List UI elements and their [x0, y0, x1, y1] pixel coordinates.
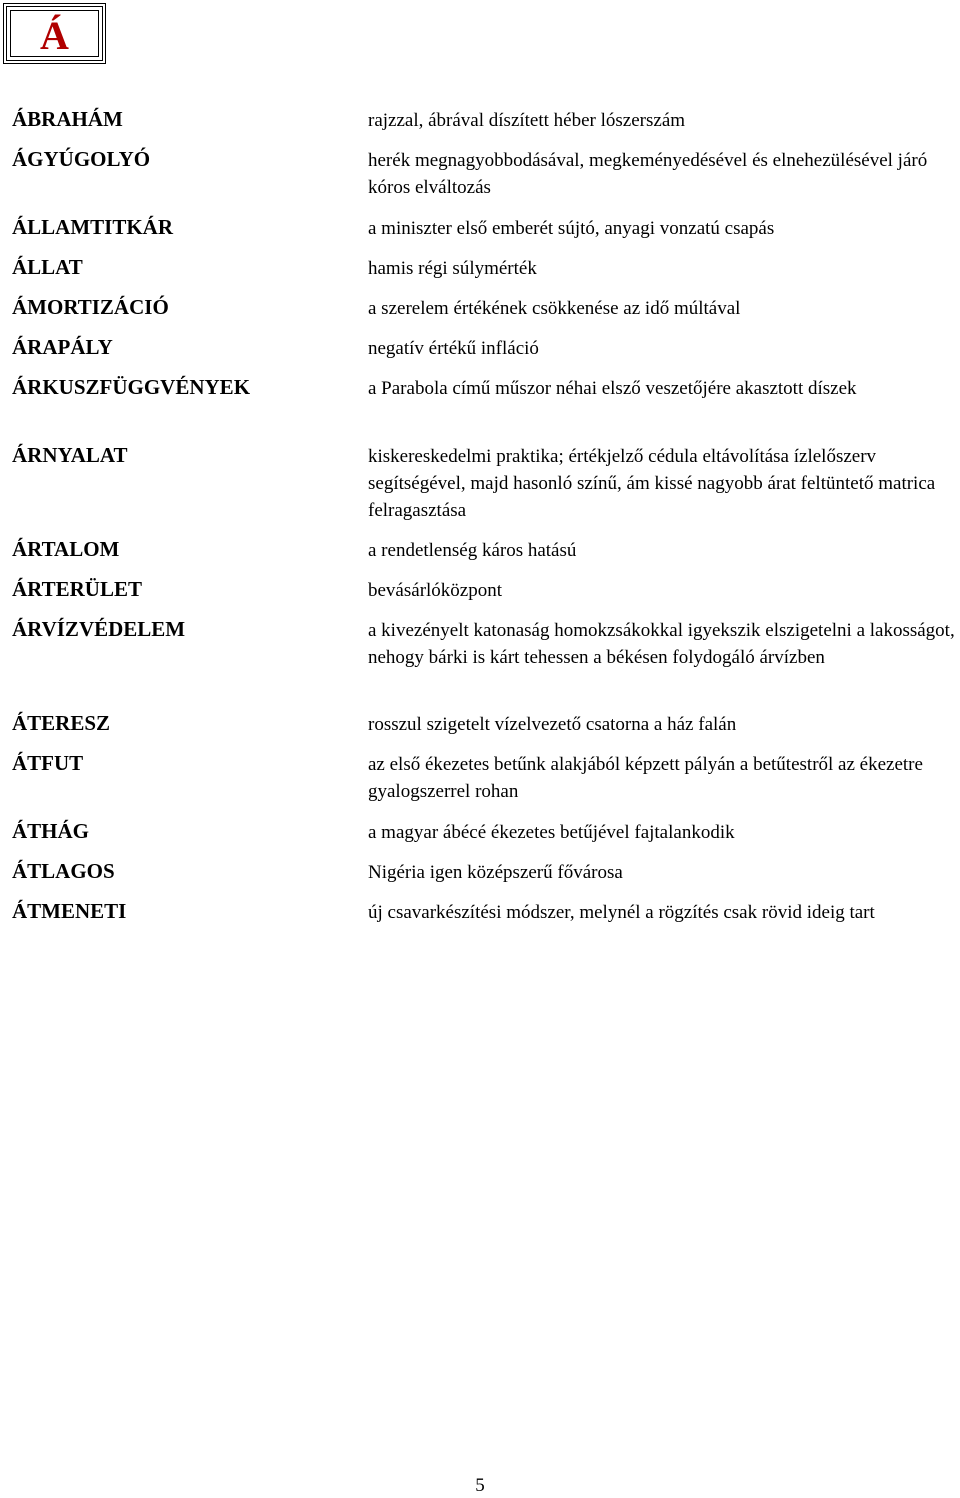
- section-letter: Á: [40, 12, 69, 58]
- entry-definition: kiskereskedelmi praktika; értékjelző cédula eltávolítása ízlelőszerv segítségével, majd hasonló színű, ám kissé nagyobb árat feltüntető matrica felragasztása: [368, 446, 936, 521]
- entry-definition: a szerelem értékének csökkenése az idő múltával: [368, 298, 741, 319]
- entry-term: ÁGYÚGOLYÓ: [12, 147, 151, 171]
- entry-term: ÁTHÁG: [12, 819, 90, 843]
- entry-term: ÁMORTIZÁCIÓ: [12, 295, 169, 319]
- entry-term: ÁRKUSZFÜGGVÉNYEK: [12, 375, 251, 399]
- page-number: 5: [475, 1475, 485, 1496]
- entry-definition: az első ékezetes betűnk alakjából képzett pályán a betűtestről az ékezetre gyalogszerrel rohan: [368, 754, 923, 802]
- entry-definition: hamis régi súlymérték: [368, 258, 537, 279]
- entry-definition: bevásárlóközpont: [368, 580, 503, 601]
- entry-term: ÁRAPÁLY: [12, 335, 113, 359]
- entry-term: ÁBRAHÁM: [12, 107, 123, 131]
- entry-term: ÁTERESZ: [12, 711, 111, 735]
- entry-definition: új csavarkészítési módszer, melynél a rögzítés csak rövid ideig tart: [368, 902, 875, 923]
- entry-term: ÁTLAGOS: [12, 859, 115, 883]
- entry-definition: rajzzal, ábrával díszített héber lószerszám: [368, 110, 686, 131]
- entry-definition: Nigéria igen középszerű fővárosa: [368, 862, 623, 883]
- entry-definition: negatív értékű infláció: [368, 338, 539, 359]
- entry-term: ÁTFUT: [12, 751, 84, 775]
- entry-term: ÁTMENETI: [12, 899, 127, 923]
- entry-definition: herék megnagyobbodásával, megkeményedésével és elnehezülésével járó kóros elváltozás: [368, 150, 928, 198]
- entry-term: ÁRTALOM: [12, 537, 120, 561]
- entry-definition: a rendetlenség káros hatású: [368, 540, 577, 561]
- entry-term: ÁRVÍZVÉDELEM: [12, 617, 186, 641]
- entry-definition: a magyar ábécé ékezetes betűjével fajtalankodik: [368, 822, 735, 843]
- section-letter-box: [3, 3, 106, 64]
- entry-term: ÁRTERÜLET: [12, 577, 142, 601]
- entry-definition: a Parabola című műszor néhai elsző veszetőjére akasztott díszek: [368, 378, 857, 399]
- entry-term: ÁLLAMTITKÁR: [12, 215, 174, 239]
- entry-definition: a miniszter első emberét sújtó, anyagi vonzatú csapás: [368, 218, 775, 239]
- entry-term: ÁLLAT: [12, 255, 83, 279]
- entry-definition: a kivezényelt katonaság homokzsákokkal igyekszik elszigetelni a lakosságot, nehogy bárki is kárt tehessen a békésen folydogáló árvízben: [368, 620, 955, 668]
- entry-term: ÁRNYALAT: [12, 443, 128, 467]
- entry-definition: rosszul szigetelt vízelvezető csatorna a ház falán: [368, 714, 737, 735]
